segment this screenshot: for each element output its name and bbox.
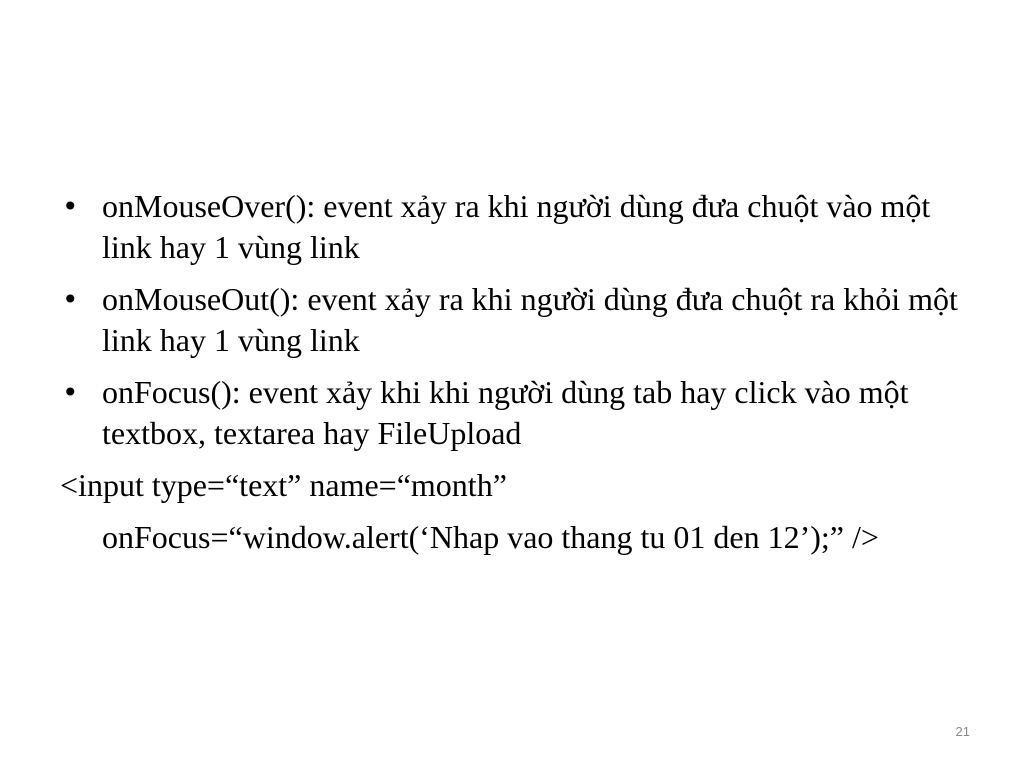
bullet-item-onmouseover bbox=[60, 186, 960, 268]
code-continuation: onFocus=“window.alert(‘Nhap vao thang tu 01 den 12’);” /> bbox=[102, 519, 879, 555]
bullet-item-onfocus bbox=[60, 372, 960, 454]
bullet-icon: • bbox=[62, 283, 79, 316]
bullet-text: onMouseOut(): event xảy ra khi người dùng đưa chuột ra khỏi một link hay 1 vùng link bbox=[102, 281, 958, 358]
bullet-icon: • bbox=[62, 376, 79, 409]
bullet-text: onFocus(): event xảy khi khi người dùng tab hay click vào một textbox, textarea hay FileUpload bbox=[102, 374, 909, 451]
bullet-item-onmouseout bbox=[60, 279, 960, 361]
bullet-icon: • bbox=[62, 190, 79, 223]
page-number: 21 bbox=[955, 724, 970, 739]
bullet-text: onMouseOver(): event xảy ra khi người dùng đưa chuột vào một link hay 1 vùng link bbox=[102, 188, 931, 265]
slide-content bbox=[60, 186, 960, 558]
code-line: <input type=“text” name=“month” bbox=[60, 467, 507, 503]
